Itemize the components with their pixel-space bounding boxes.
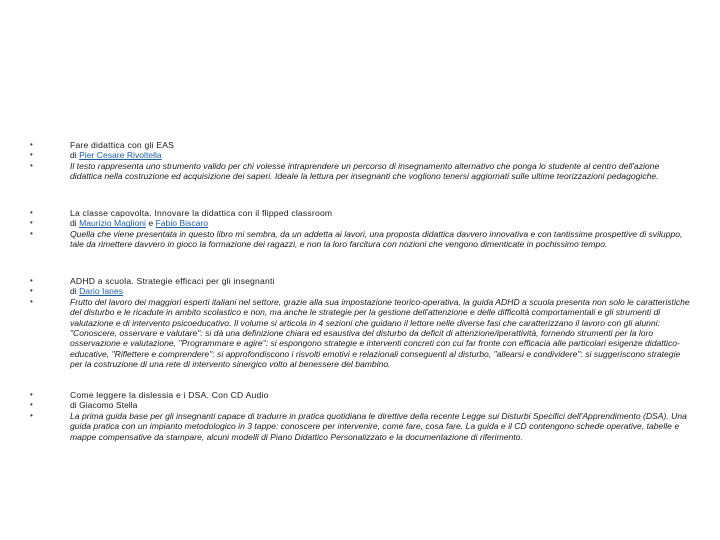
book-description-row: [30, 161, 690, 182]
book-title-row: [30, 208, 690, 218]
bullet-icon: •: [30, 400, 33, 410]
book-title-row: [30, 276, 690, 286]
book-author-row: [30, 286, 690, 296]
author-prefix: di: [70, 150, 80, 161]
book-entry: [30, 390, 690, 442]
book-author-row: [30, 218, 690, 228]
book-author: di Giacomo Stella: [70, 400, 138, 411]
book-description: Frutto del lavoro dei maggiori esperti italiani nel settore, grazie alla sua impostazione teorico-operativa, la guida ADHD a scuola presenta non solo le caratteristiche del disturbo e le ricadute in ambito scolastico e non, ma anche le strategie per la gestione dell'attenzione e delle difficoltà comportamentali e gli strumenti di valutazione e di intervento psicoeducativo. Il volume si articola in 4 sezioni che guidano il lettore nelle diverse fasi che caratterizzano il lavoro con gli alunni: "Conoscere, osservare e valutare": si dà una definizione chiara ed esaustiva del disturbo da deficit di attenzione/iperattività, fornendo strumenti per la loro osservazione e valutazione, "Programmare e agire": si espongono strategie e interventi concreti con cui far fronte con efficacia alle particolari esigenze didattico-educative, "Riflettere e comprendere": si approfondiscono i risvolti emotivi e relazionali conseguenti al disturbo, "allearsi e condividere": si suggeriscono strategie per la costruzione di una rete di intervento sinergico volto al benessere del bambino.: [70, 296, 690, 370]
book-entry: [30, 208, 690, 250]
bullet-icon: •: [30, 218, 33, 228]
book-entry: [30, 276, 690, 370]
book-author-row: [30, 150, 690, 160]
bullet-icon: •: [30, 296, 33, 306]
book-author-row: [30, 400, 690, 410]
book-description: Quella che viene presentata in questo libro mi sembra, da un addetta ai lavori, una proposta didattica davvero innovativa e con tantissime prospettive di sviluppo, tale da rimettere davvero in gioco la formazione dei ragazzi, e non la loro farcitura con nozioni che vengono dimenticate in pochissimo tempo.: [70, 228, 683, 250]
book-description-row: [30, 297, 690, 370]
bullet-icon: •: [30, 228, 33, 238]
book-description-row: [30, 411, 690, 442]
book-entry: [30, 140, 690, 182]
bullet-icon: •: [30, 160, 33, 170]
author-joiner: e: [145, 218, 156, 229]
bullet-icon: •: [30, 150, 33, 160]
author-link[interactable]: Pier Cesare Rivoltella: [79, 150, 162, 161]
bullet-icon: •: [30, 208, 33, 217]
author-prefix: di: [70, 286, 80, 297]
bullet-icon: •: [30, 276, 33, 285]
book-title: La classe capovolta. Innovare la didattica con il flipped classroom: [70, 208, 333, 218]
bullet-icon: •: [30, 140, 33, 149]
author-link[interactable]: Fabio Biscaro: [155, 218, 209, 229]
book-title-row: [30, 390, 690, 400]
bullet-icon: •: [30, 410, 33, 420]
bullet-icon: •: [30, 390, 33, 399]
book-title: ADHD a scuola. Strategie efficaci per gli insegnanti: [70, 276, 275, 286]
author-prefix: di: [70, 218, 80, 229]
book-description-row: [30, 229, 690, 250]
bullet-icon: •: [30, 286, 33, 296]
book-description: Il testo rappresenta uno strumento valido per chi volesse intraprendere un percorso di insegnamento alternativo che ponga lo studente al centro dell'azione didattica nella costruzione ed acquisizione dei saperi. Ideale la lettura per insegnanti che vogliono tenersi aggiornati sulle ultime teorizzazioni pedagogiche.: [70, 160, 660, 182]
author-link[interactable]: Dario Ianes: [79, 286, 124, 297]
book-title: Come leggere la dislessia e i DSA. Con CD Audio: [70, 390, 269, 400]
book-title: Fare didattica con gli EAS: [70, 140, 175, 150]
author-link[interactable]: Maurizio Maglioni: [79, 218, 146, 229]
book-description: La prima guida base per gli insegnanti capace di tradurre in pratica quotidiana le direttive della recente Legge sui Disturbi Specifici dell'Apprendimento (DSA). Una guida pratica con un impianto metodologico in 3 tappe: conoscere per intervenire, come fare, cosa fare. La guida e il CD contengono schede operative, tabelle e mappe compensative da stampare, alcuni modelli di Piano Didattico Personalizzato e la documentazione di riferimento.: [70, 410, 687, 442]
book-title-row: [30, 140, 690, 150]
